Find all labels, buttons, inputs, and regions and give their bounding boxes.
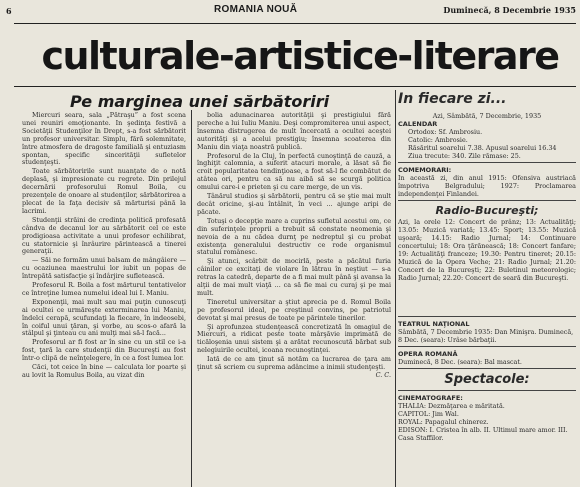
teatrul-label: TEATRUL NAŢIONAL — [398, 320, 470, 328]
calendar-lines — [398, 128, 576, 160]
paragraph: Tineretul universitar a ştiut aprecia pe d. Romul Boila pe profesorul ideal, pe creştinul convins, pe patriotul devotat şi mai presus de toate pe părintele tinerilor. — [197, 297, 391, 322]
paragraph: bolia adunacinarea autorităţii şi prestigiului fără pereche a lui Iuliu Maniu. Deşi compromiterea unui aspect, însemna distrugerea de mult încercată a ocultei aceştei autorităţi şi a acelui prestigiu; însemna scoaterea din Maniu din viaţa noastră publică. — [197, 112, 391, 151]
paragraph: Toate sărbătoririle sunt nuanţate de o notă deplasă, şi impresionate cu regrete. Din prilejul decernării profesorului Romul Boila, cu prezenţele de onoare al studenţilor, sărbătorirea a plecat de la faţa decisiv să mărturisi până la lacrimi. — [22, 167, 186, 215]
spectacole-heading: Spectacole: — [444, 372, 530, 387]
divider — [398, 368, 576, 369]
paragraph: Şi aprofunzea studenţească concretizată în omagiul de Miercuri, a ridicat peste toate mârşăvie imprimată de ticăloşenia unui sistem şi a arătat recunoscută bărbat sub nelegiuirile ocultei, icoana recunoştinţei. — [197, 322, 391, 355]
sidebar — [398, 91, 576, 483]
divider — [398, 200, 576, 201]
radio-heading: Radio-Bucureşti; — [435, 204, 539, 217]
calendar-line: Ortodox: Sf. Ambrosiu. — [408, 128, 483, 136]
divider — [398, 162, 576, 163]
paragraph: Profesorul R. Boila a fost mărturul tentativelor ce întreţine lumea numelui ideal lui I. Maniu. — [22, 281, 186, 297]
article-signature: C. C. — [375, 371, 391, 379]
cinema-line: THALIA: Dezmăţarea e măritată. — [398, 402, 505, 410]
opera-label: OPERA ROMANĂ — [398, 350, 458, 358]
article-headline: Pe marginea unei sărbătoriri — [70, 92, 330, 111]
paragraph: Căci, tot ceice în bine — calculata lor poarte și au lovit la Romulus Boila, au vizat din — [22, 363, 186, 379]
header-rule — [14, 23, 576, 24]
paragraph: Totuşi o decepţie mare a cuprins sufletul acestui om, ce din suferinţele proprii a trebuit să constate neomenia şi nevoia de a nu cădea durnţ pe nedreptul şi cu probat existenţa generalului destructiv ce rode organismul statului românesc. — [197, 216, 391, 257]
banner-rule — [14, 86, 576, 87]
calendar-line: Catolic: Ambrosie. — [408, 136, 468, 144]
article-column-1 — [22, 112, 186, 478]
paragraph: — Săi ne formăm unui balsam de mângâiere — cu ocaziunea maestrului lor iubit un popas de întrepătă satisfacţie şi îndârjire sufletească. — [22, 256, 186, 281]
paragraph: Iată de ce am ţinut să notăm ca lucrarea de ţara am ţinut să scriem cu suprema adâncime a inimii studenţeşti. — [197, 355, 391, 372]
cinema-label: CINEMATOGRAFE: — [398, 394, 463, 402]
divider — [398, 316, 576, 317]
paragraph: Tânărul studios şi sărbătorii, pentru că se ştie mai mult decât oricine, şi-au întâlnit, în veci ... ajunge aripi de păcate. — [197, 192, 391, 216]
sidebar-heading: In fiecare zi... — [398, 91, 507, 107]
cinema-line: ROYAL: Papagalul chinerez. — [398, 418, 489, 426]
divider — [398, 346, 576, 347]
paragraph: Profesorul de la Cluj, în perfectă cunoştinţă de cauză, a înghiţit calomnia, a suferit atacuri morale, a lăsat să fie croit popularitatea tendinţioase, a fost să-l fie combătut de atâtea ori, pentru ca să nu aibă să se scurgă politica omului care-i e prieten şi cu care merge, de un vis. — [197, 151, 391, 192]
paragraph: Profesorul ar fi fost ar în sine cu un stil ce i-a fost, ţară la care studenţii din Bucureşti au fost într-o clipă de neînţelegere, în ce a fost lumea lor. — [22, 338, 186, 363]
cinema-line: CAPITOL: Jim Wal. — [398, 410, 459, 418]
page-header — [0, 0, 580, 24]
calendar-line: Răsăritul soarelui 7.38. Apusul soarelui 16.34 — [408, 144, 557, 152]
calendar-line: Ziua trecute: 340. Zile rămase: 25. — [408, 152, 521, 160]
paragraph: Exponenţii, mai mult sau mai puţin cunoscuţi ai ocultei ce urmăreşte exterminarea lui Maniu, îndelci cerapă, scufundaţi la fiecare, în indeosebi, în coiful unui ţăran, şi vorbe, au scos-o afară la stâlpul şi ţinteau cu ani mulţi mai să-l facă... — [22, 297, 186, 338]
calendar-label: CALENDAR — [398, 120, 438, 128]
cinema-line: EDISON: I. Cristea în alb. II. Ultimul mare amor. III. Casa Staffilor. — [398, 426, 568, 442]
commemorari-text: In această zi, din anul 1915: Ofensiva austriacă împotriva Belgradului; 1927: Proclamarea independenţei Finlandei. — [398, 174, 576, 198]
paragraph: Studenţii străini de credinţa politică profesată cândva de decanul lor au sărbătorit cel ce este prodigioasa activitate a unui profesor echilibrat, cu statornicie şi înrâurire părintească a tinerei generaţii. — [22, 215, 186, 256]
sidebar-divider — [395, 90, 396, 487]
article-column-2 — [197, 112, 391, 480]
newspaper-name: ROMANIA NOUĂ — [214, 4, 298, 15]
divider — [398, 390, 576, 391]
commemorari-label: COMEMORARI: — [398, 166, 452, 174]
sidebar-date: Azi, Sâmbătă, 7 Decembrie, 1935 — [432, 112, 542, 120]
paragraph: Şi atunci, scârbit de mocirlă, peste a păcătul furia câinilor ce excitaţi de violare în lătrau în neştiut — s-a retras la catedră, departe de a fi mai mult până şi avansa la alţii de mai mult viaţă ... ca să fie mai cu curaj şi pe mai mult. — [197, 257, 391, 297]
issue-date: Duminecă, 8 Decembrie 1935 — [443, 5, 576, 15]
column-divider — [191, 110, 192, 487]
teatrul-text: Sâmbătă, 7 Decembrie 1935: Dan Minişra. Duminecă, 8 Dec. (seara): Urâse bărbaţii. — [398, 328, 574, 344]
radio-program: Azi, la orele 12: Concert de prânz; 13: Actualităţi; 13.05: Muzică variată; 13.45: Sport; 13.55: Muzică uşoară; 14.15: Radio Jurnal; 14: Continuare concertului; 18: Ora ţărănească; 18: Concert fanfare; 19: Actualităţi franceze; 19.30: Pentru tineret; 20.15: Muzică de la Opera Veche; 21: Radio Jurnal; 21.20: Concert de la Bucureşti; 22: Buletinul meteorologic; Radio Jurnal; 22.20: Concert de seară din Bucureşti. — [398, 218, 576, 282]
section-banner: culturale-artistice-literare — [41, 34, 559, 78]
page-number: 6 — [6, 6, 12, 16]
paragraph: Miercuri seara, sala „Pătraşu” a fost scena unei reuniri emoţionante. In şedinţa festivă a Societăţii Studenţilor în Drept, s-a fost sărbătorit un profesor universitar. Simplu, fără solemnitate, între atmosfera de dragoste familială şi entuziasm spontan, specific sincerităţii sufletelor studenţeşti. — [22, 112, 186, 167]
opera-text: Duminecă, 8 Dec. (seara): Bal mascat. — [398, 358, 522, 366]
